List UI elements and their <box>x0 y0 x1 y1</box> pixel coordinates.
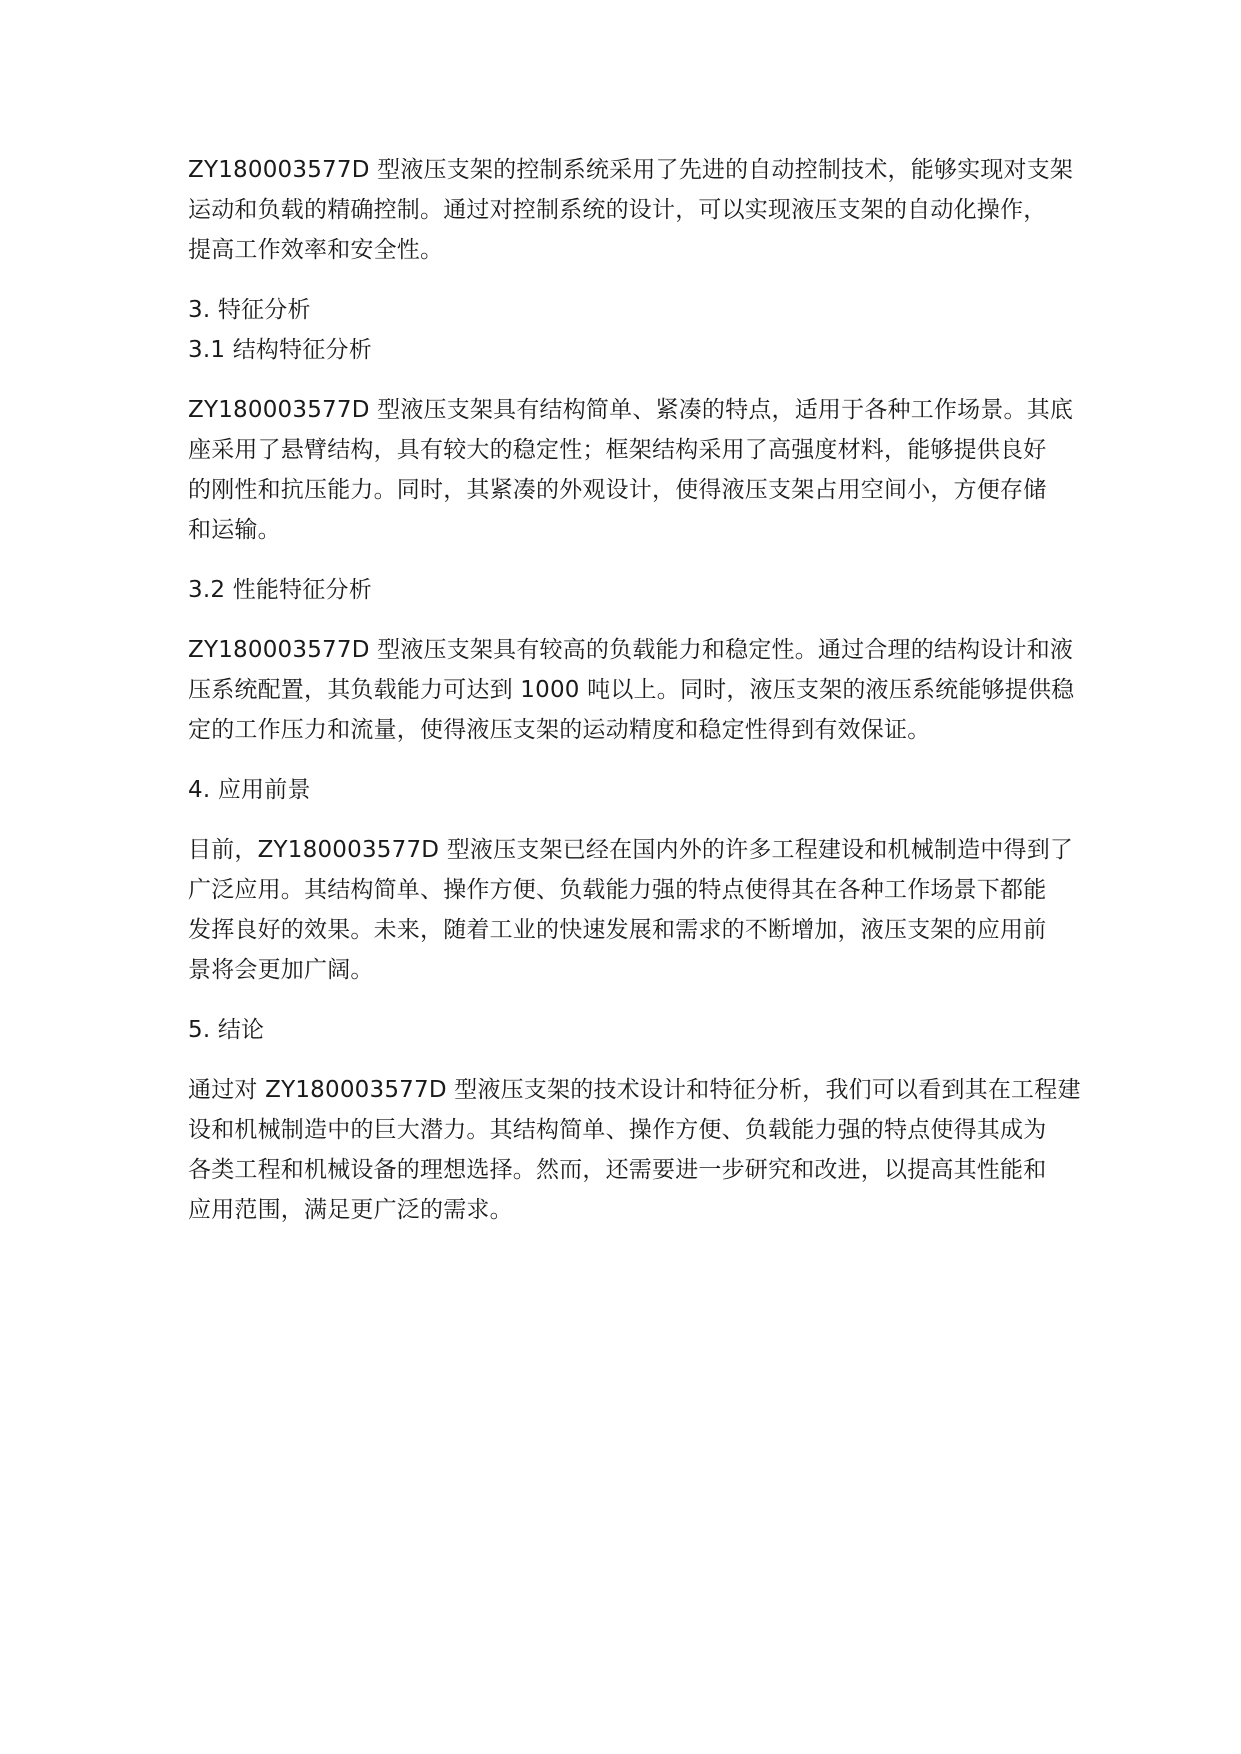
text-line: 景将会更加广阔。 <box>188 957 374 983</box>
text-line: ZY180003577D 型液压支架具有结构简单、紧凑的特点，适用于各种工作场景。其底 <box>188 397 1074 423</box>
section-heading-structure-features: 3.1 结构特征分析 <box>188 337 372 363</box>
text-line: 各类工程和机械设备的理想选择。然而，还需要进一步研究和改进，以提高其性能和 <box>188 1157 1047 1183</box>
text-line: 运动和负载的精确控制。通过对控制系统的设计，可以实现液压支架的自动化操作， <box>188 197 1047 223</box>
text-line: 发挥良好的效果。未来，随着工业的快速发展和需求的不断增加，液压支架的应用前 <box>188 917 1047 943</box>
paragraph-performance-features <box>188 630 1075 750</box>
text-line: 和运输。 <box>188 517 281 543</box>
section-heading-application-prospects: 4. 应用前景 <box>188 777 311 803</box>
text-line: 目前，ZY180003577D 型液压支架已经在国内外的许多工程建设和机械制造中得到了 <box>188 837 1074 863</box>
text-line: 压系统配置，其负载能力可达到 1000 吨以上。同时，液压支架的液压系统能够提供稳 <box>188 677 1075 703</box>
paragraph-structure-features <box>188 390 1074 550</box>
text-line: 应用范围，满足更广泛的需求。 <box>188 1197 513 1223</box>
text-line: 提高工作效率和安全性。 <box>188 237 444 263</box>
paragraph-control-system <box>188 150 1074 270</box>
text-line: 广泛应用。其结构简单、操作方便、负载能力强的特点使得其在各种工作场景下都能 <box>188 877 1047 903</box>
text-line: 座采用了悬臂结构，具有较大的稳定性；框架结构采用了高强度材料，能够提供良好 <box>188 437 1047 463</box>
paragraph-application-prospects <box>188 830 1074 990</box>
section-heading-conclusion: 5. 结论 <box>188 1017 265 1043</box>
paragraph-conclusion <box>188 1070 1081 1230</box>
section-heading-feature-analysis: 3. 特征分析 <box>188 297 311 323</box>
text-line: 设和机械制造中的巨大潜力。其结构简单、操作方便、负载能力强的特点使得其成为 <box>188 1117 1047 1143</box>
text-line: ZY180003577D 型液压支架的控制系统采用了先进的自动控制技术，能够实现对支架 <box>188 157 1074 183</box>
section-heading-performance-features: 3.2 性能特征分析 <box>188 577 372 603</box>
text-line: 通过对 ZY180003577D 型液压支架的技术设计和特征分析，我们可以看到其在工程建 <box>188 1077 1081 1103</box>
text-line: ZY180003577D 型液压支架具有较高的负载能力和稳定性。通过合理的结构设计和液 <box>188 637 1074 663</box>
text-line: 定的工作压力和流量，使得液压支架的运动精度和稳定性得到有效保证。 <box>188 717 931 743</box>
document-page <box>188 150 1081 1230</box>
text-line: 的刚性和抗压能力。同时，其紧凑的外观设计，使得液压支架占用空间小，方便存储 <box>188 477 1047 503</box>
